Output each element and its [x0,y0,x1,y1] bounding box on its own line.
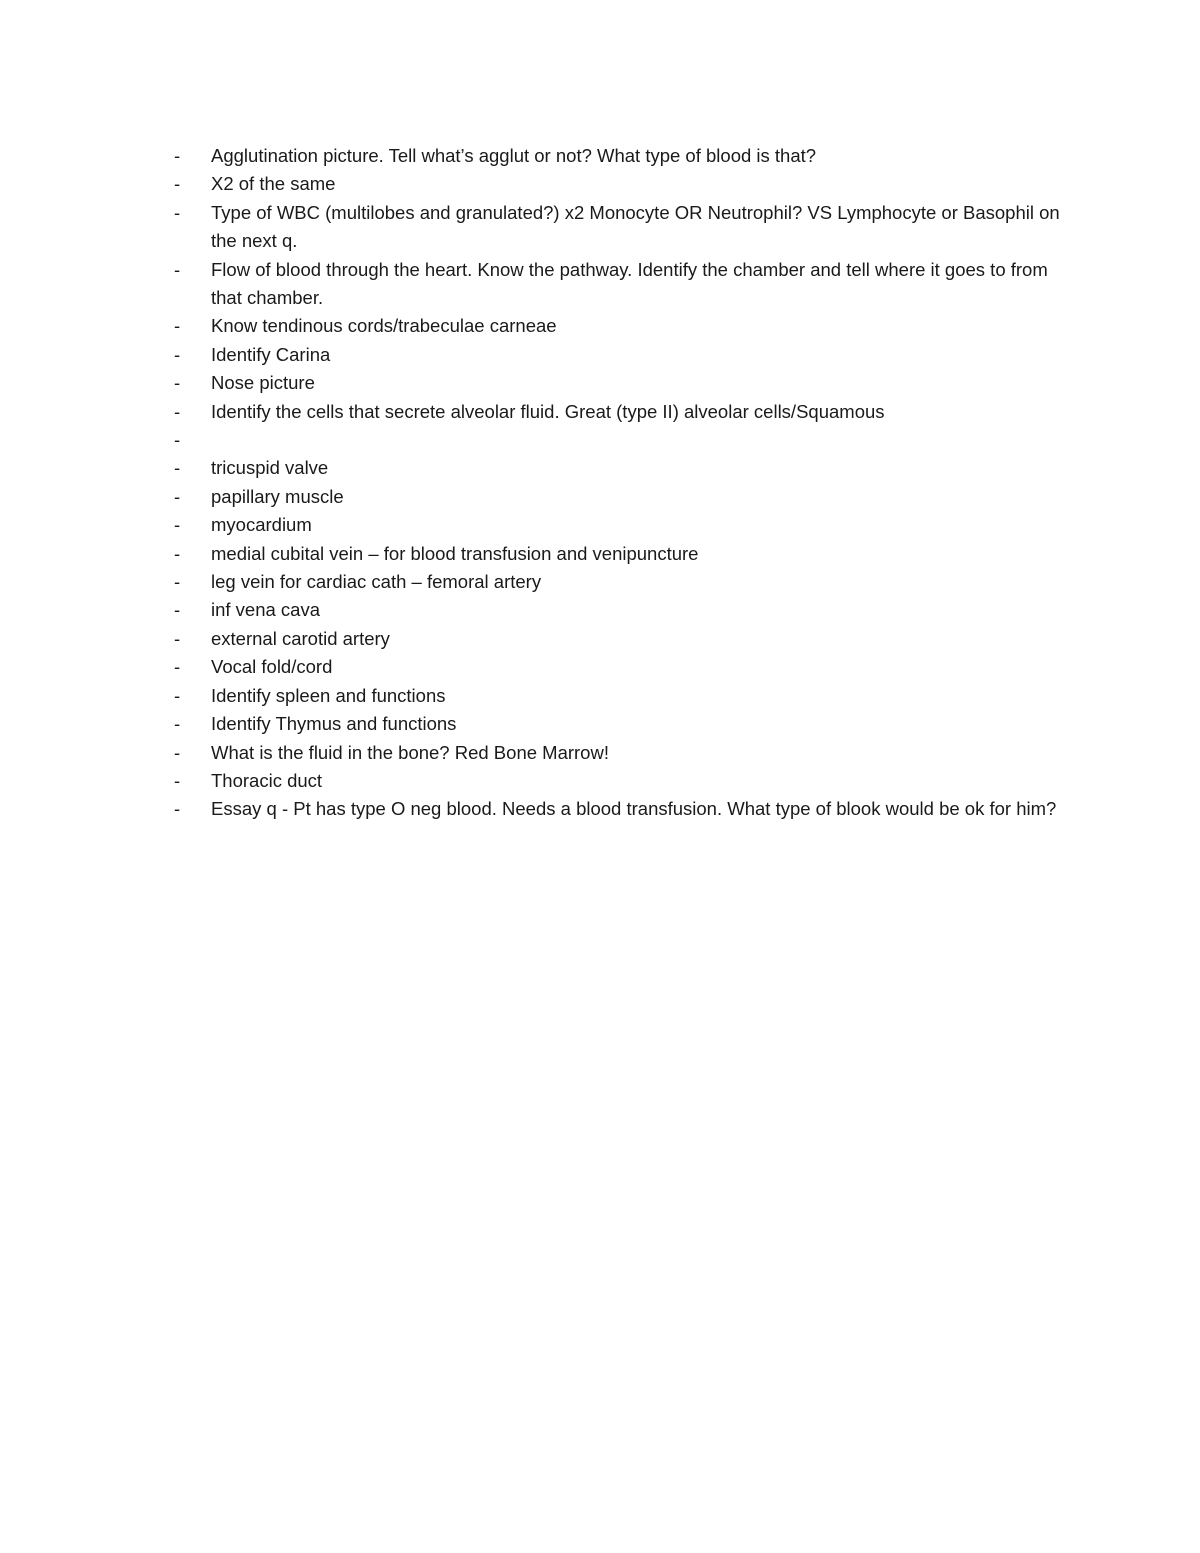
list-item-text: X2 of the same [211,173,336,195]
list-item [174,256,1064,313]
list-item-text: Thoracic duct [211,769,323,791]
list-item-text: tricuspid valve [211,457,329,479]
list-item-text: inf vena cava [211,599,321,621]
bullet-dash: - [174,542,181,564]
bullet-dash: - [174,457,181,479]
bullet-dash: - [174,713,181,735]
bullet-dash: - [174,429,181,451]
list-item [174,653,1064,681]
list-item [174,511,1064,539]
list-item [174,483,1064,511]
list-item-text: Essay q - Pt has type O neg blood. Needs a blood transfusion. What type of blook would be ok for him? [211,798,1057,820]
list-item-text: Identify spleen and functions [211,684,446,706]
bullet-dash: - [174,372,181,394]
list-item-text: Flow of blood through the heart. Know the pathway. Identify the chamber and tell where it goes to from that chamber. [211,258,1048,309]
bullet-dash: - [174,400,181,422]
list-item-text: medial cubital vein – for blood transfusion and venipuncture [211,542,699,564]
bullet-dash: - [174,201,181,223]
list-item [174,454,1064,482]
bullet-dash: - [174,656,181,678]
list-item-text: leg vein for cardiac cath – femoral artery [211,571,542,593]
bullet-dash: - [174,627,181,649]
bullet-dash: - [174,258,181,280]
list-item-text: Identify the cells that secrete alveolar fluid. Great (type II) alveolar cells/Squamous [211,400,885,422]
bullet-list [174,142,1064,824]
list-item-text: What is the fluid in the bone? Red Bone Marrow! [211,741,609,763]
bullet-dash: - [174,145,181,166]
list-item-empty [174,426,1064,454]
bullet-dash: - [174,485,181,507]
list-item-text: Nose picture [211,372,315,394]
list-item [174,398,1064,426]
bullet-dash: - [174,599,181,621]
list-item [174,170,1064,198]
list-item [174,767,1064,795]
bullet-dash: - [174,684,181,706]
bullet-dash: - [174,798,181,820]
bullet-dash: - [174,571,181,593]
list-item-text: Know tendinous cords/trabeculae carneae [211,315,557,337]
list-item [174,142,1064,170]
list-item [174,341,1064,369]
bullet-dash: - [174,173,181,195]
list-item-text: papillary muscle [211,485,344,507]
list-item-text: Identify Carina [211,343,331,365]
list-item-text: external carotid artery [211,627,390,649]
list-item [174,568,1064,596]
bullet-dash: - [174,741,181,763]
list-item-text: Vocal fold/cord [211,656,333,678]
bullet-dash: - [174,769,181,791]
list-item [174,795,1064,823]
list-item-text [211,426,1064,454]
bullet-dash: - [174,514,181,536]
list-item-text: myocardium [211,514,312,536]
list-item-text: Agglutination picture. Tell what’s agglut or not? What type of blood is that? [211,145,817,166]
list-item [174,739,1064,767]
list-item [174,199,1064,256]
bullet-dash: - [174,343,181,365]
list-item [174,596,1064,624]
list-item [174,312,1064,340]
bullet-dash: - [174,315,181,337]
list-item [174,540,1064,568]
list-item [174,710,1064,738]
list-item [174,369,1064,397]
list-item [174,682,1064,710]
list-item-text: Identify Thymus and functions [211,713,457,735]
list-item-text: Type of WBC (multilobes and granulated?) x2 Monocyte OR Neutrophil? VS Lymphocyte or Basophil on the next q. [211,201,1060,252]
list-item [174,625,1064,653]
